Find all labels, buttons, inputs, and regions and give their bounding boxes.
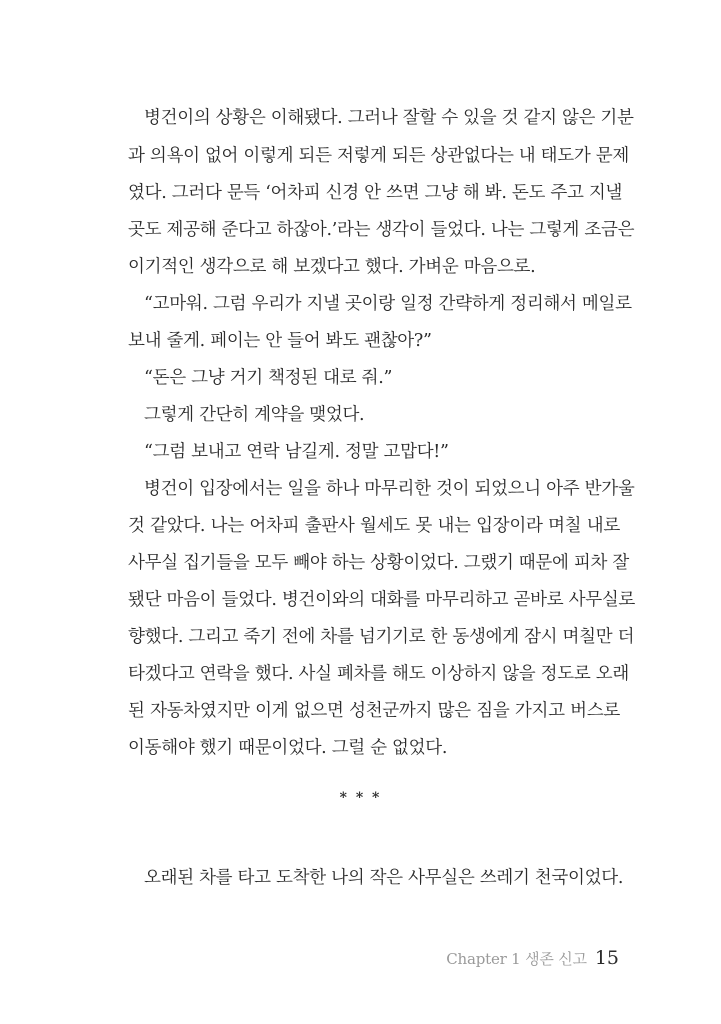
body-line-5: 이기적인 생각으로 해 보겠다고 했다. 가벼운 마음으로. [128,257,536,277]
body-line-8: “돈은 그냥 거기 책정된 대로 줘.” [144,368,393,388]
page-footer [446,947,619,969]
body-line-4: 곳도 제공해 준다고 하잖아.’라는 생각이 들었다. 나는 그렇게 조금은 [128,220,635,240]
running-footer-chapter: Chapter 1 생존 신고 [446,950,587,968]
body-line-6: “고마워. 그럼 우리가 지낼 곳이랑 일정 간략하게 정리해서 메일로 [144,294,632,314]
page-number: 15 [594,947,619,969]
body-line-18: 이동해야 했기 때문이었다. 그럴 순 없었다. [128,738,448,758]
body-line-17: 된 자동차였지만 이게 없으면 성천군까지 많은 짐을 가지고 버스로 [128,701,620,721]
body-line-12: 것 같았다. 나는 어차피 출판사 월세도 못 내는 입장이라 며칠 내로 [128,516,620,536]
body-line-13: 사무실 집기들을 모두 빼야 하는 상황이었다. 그랬기 때문에 피차 잘 [128,553,629,573]
body-line-15: 향했다. 그리고 죽기 전에 차를 넘기기로 한 동생에게 잠시 며칠만 더 [128,627,635,647]
body-line-7: 보내 줄게. 페이는 안 들어 봐도 괜찮아?” [128,331,432,351]
closing-line: 오래된 차를 타고 도착한 나의 작은 사무실은 쓰레기 천국이었다. [144,868,624,888]
body-line-2: 과 의욕이 없어 이렇게 되든 저렇게 되든 상관없다는 내 태도가 문제 [128,146,629,166]
body-line-3: 였다. 그러다 문득 ‘어차피 신경 안 쓰면 그냥 해 봐. 돈도 주고 지낼 [128,183,623,203]
body-line-14: 됐단 마음이 들었다. 병건이와의 대화를 마무리하고 곧바로 사무실로 [128,590,636,610]
body-line-1: 병건이의 상황은 이해됐다. 그러나 잘할 수 있을 것 같지 않은 기분 [144,108,634,128]
body-line-10: “그럼 보내고 연락 남길게. 정말 고맙다!” [144,442,449,462]
body-line-9: 그렇게 간단히 계약을 맺었다. [144,405,365,425]
body-line-16: 타겠다고 연락을 했다. 사실 폐차를 해도 이상하지 않을 정도로 오래 [128,664,629,684]
section-separator: * * * [339,790,382,806]
body-line-11: 병건이 입장에서는 일을 하나 마무리한 것이 되었으니 아주 반가울 [144,479,635,499]
